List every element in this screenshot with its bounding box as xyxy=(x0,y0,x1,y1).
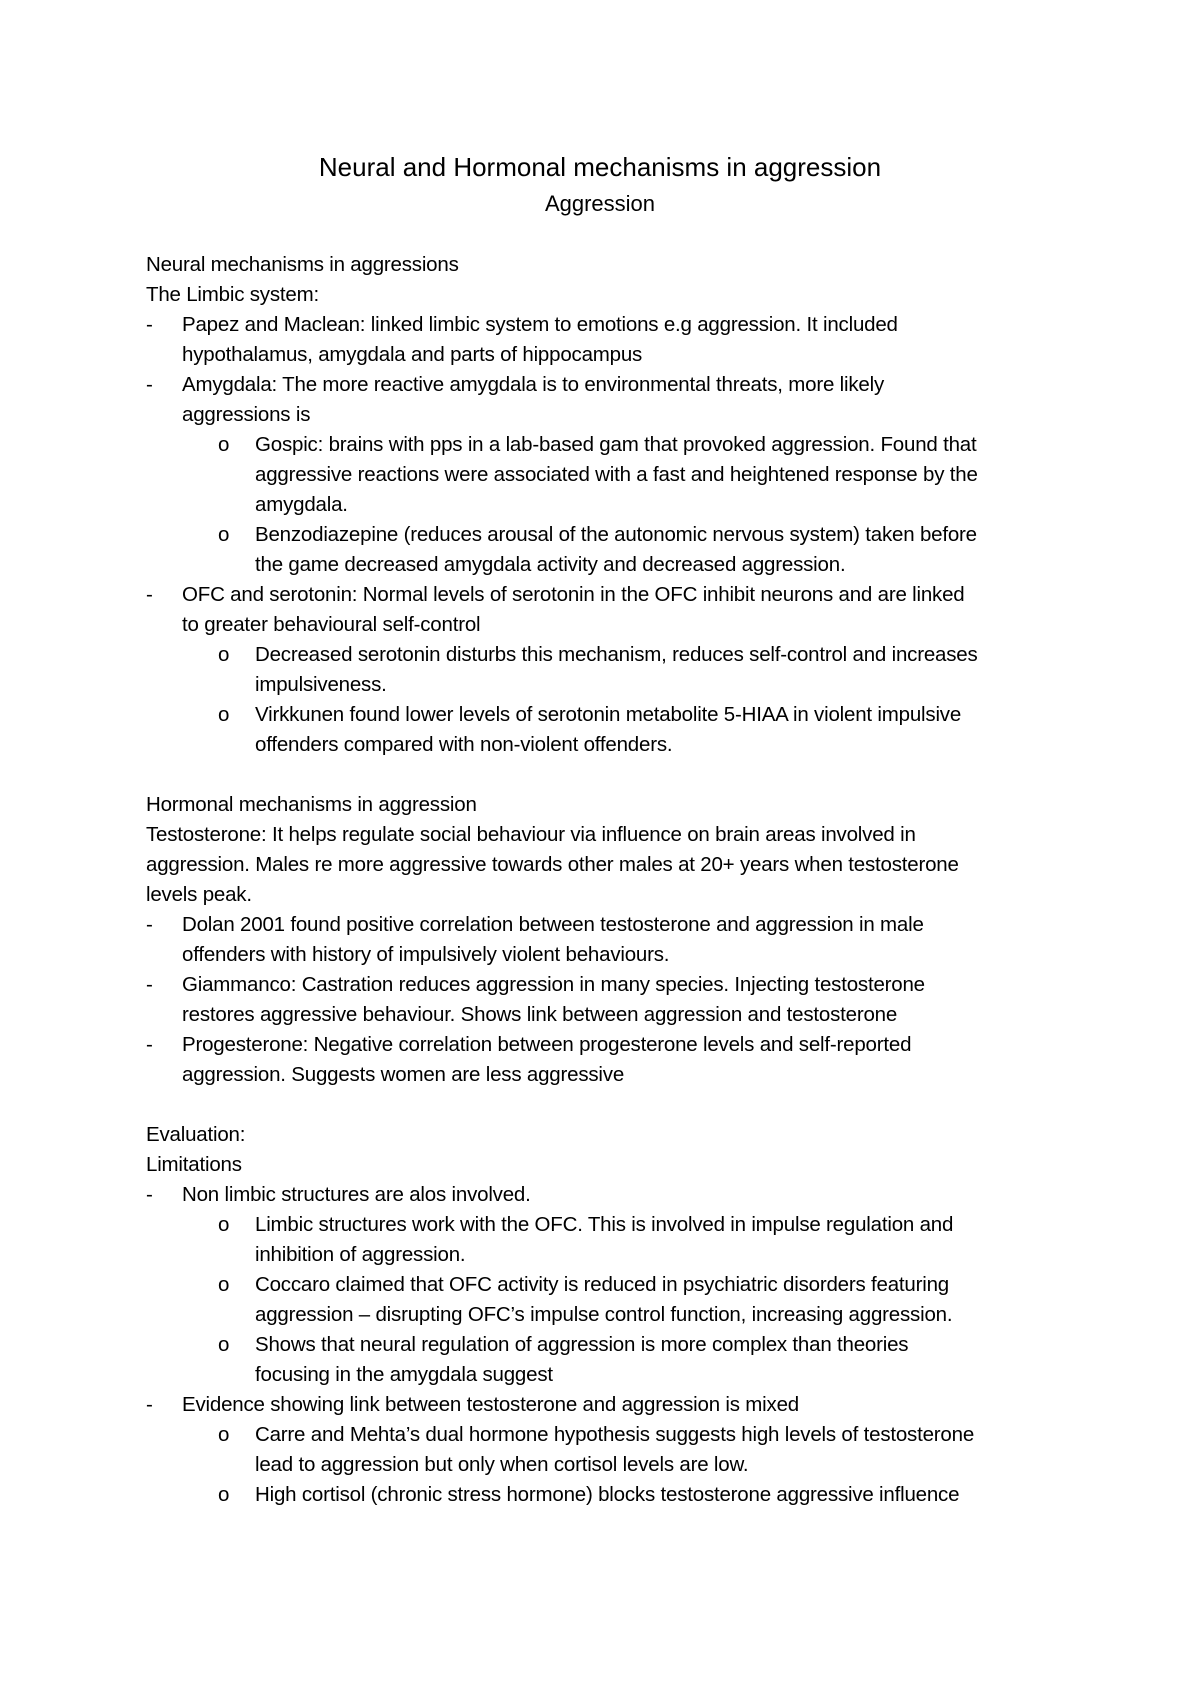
bullet-circle: o xyxy=(218,1483,230,1506)
bullet-circle: o xyxy=(218,1273,230,1296)
testosterone-line-3: levels peak. xyxy=(146,883,252,906)
dolan-line-1: Dolan 2001 found positive correlation between testosterone and aggression in male xyxy=(182,913,924,936)
amygdala-line-2: aggressions is xyxy=(182,403,311,426)
bullet-dash: - xyxy=(146,1393,153,1416)
coccaro-line-2: aggression – disrupting OFC’s impulse control function, increasing aggression. xyxy=(255,1303,953,1326)
bullet-dash: - xyxy=(146,1033,153,1056)
testosterone-line-1: Testosterone: It helps regulate social behaviour via influence on brain areas involved in xyxy=(146,823,916,846)
bullet-circle: o xyxy=(218,643,230,666)
cortisol-line: High cortisol (chronic stress hormone) blocks testosterone aggressive influence xyxy=(255,1483,960,1506)
evidence-line: Evidence showing link between testosterone and aggression is mixed xyxy=(182,1393,799,1416)
shows-line-2: focusing in the amygdala suggest xyxy=(255,1363,553,1386)
limbic-ofc-line-1: Limbic structures work with the OFC. This is involved in impulse regulation and xyxy=(255,1213,954,1236)
bullet-circle: o xyxy=(218,703,230,726)
progesterone-line-2: aggression. Suggests women are less aggressive xyxy=(182,1063,625,1086)
shows-line-1: Shows that neural regulation of aggression is more complex than theories xyxy=(255,1333,909,1356)
giammanco-line-2: restores aggressive behaviour. Shows link between aggression and testosterone xyxy=(182,1003,898,1026)
papez-line-1: Papez and Maclean: linked limbic system to emotions e.g aggression. It included xyxy=(182,313,898,336)
ofc-line-1: OFC and serotonin: Normal levels of serotonin in the OFC inhibit neurons and are linked xyxy=(182,583,965,606)
coccaro-line-1: Coccaro claimed that OFC activity is reduced in psychiatric disorders featuring xyxy=(255,1273,950,1296)
benzo-line-1: Benzodiazepine (reduces arousal of the autonomic nervous system) taken before xyxy=(255,523,977,546)
bullet-dash: - xyxy=(146,373,153,396)
limbic-system-heading: The Limbic system: xyxy=(146,283,319,306)
decreased-line-1: Decreased serotonin disturbs this mechanism, reduces self-control and increases xyxy=(255,643,978,666)
gospic-line-2: aggressive reactions were associated with a fast and heightened response by the xyxy=(255,463,978,486)
bullet-dash: - xyxy=(146,1183,153,1206)
virkkunen-line-1: Virkkunen found lower levels of serotonin metabolite 5-HIAA in violent impulsive xyxy=(255,703,962,726)
amygdala-line-1: Amygdala: The more reactive amygdala is to environmental threats, more likely xyxy=(182,373,885,396)
gospic-line-3: amygdala. xyxy=(255,493,348,516)
dolan-line-2: offenders with history of impulsively violent behaviours. xyxy=(182,943,670,966)
bullet-circle: o xyxy=(218,1333,230,1356)
bullet-circle: o xyxy=(218,1213,230,1236)
benzo-line-2: the game decreased amygdala activity and decreased aggression. xyxy=(255,553,846,576)
giammanco-line-1: Giammanco: Castration reduces aggression in many species. Injecting testosterone xyxy=(182,973,925,996)
document-title: Neural and Hormonal mechanisms in aggression xyxy=(318,152,882,182)
evaluation-heading: Evaluation: xyxy=(146,1123,246,1146)
bullet-dash: - xyxy=(146,583,153,606)
neural-section-heading: Neural mechanisms in aggressions xyxy=(146,253,459,276)
bullet-dash: - xyxy=(146,973,153,996)
virkkunen-line-2: offenders compared with non-violent offenders. xyxy=(255,733,673,756)
carre-line-1: Carre and Mehta’s dual hormone hypothesis suggests high levels of testosterone xyxy=(255,1423,975,1446)
hormonal-section-heading: Hormonal mechanisms in aggression xyxy=(146,793,477,816)
gospic-line-1: Gospic: brains with pps in a lab-based gam that provoked aggression. Found that xyxy=(255,433,977,456)
bullet-dash: - xyxy=(146,313,153,336)
bullet-circle: o xyxy=(218,1423,230,1446)
ofc-line-2: to greater behavioural self-control xyxy=(182,613,481,636)
carre-line-2: lead to aggression but only when cortisol levels are low. xyxy=(255,1453,749,1476)
limbic-ofc-line-2: inhibition of aggression. xyxy=(255,1243,466,1266)
bullet-circle: o xyxy=(218,433,230,456)
papez-line-2: hypothalamus, amygdala and parts of hippocampus xyxy=(182,343,643,366)
limitations-heading: Limitations xyxy=(146,1153,242,1176)
decreased-line-2: impulsiveness. xyxy=(255,673,387,696)
bullet-dash: - xyxy=(146,913,153,936)
progesterone-line-1: Progesterone: Negative correlation between progesterone levels and self-reported xyxy=(182,1033,912,1056)
testosterone-line-2: aggression. Males re more aggressive towards other males at 20+ years when testosterone xyxy=(146,853,959,876)
non-limbic-line: Non limbic structures are alos involved. xyxy=(182,1183,531,1206)
bullet-circle: o xyxy=(218,523,230,546)
document-subtitle: Aggression xyxy=(544,191,656,216)
